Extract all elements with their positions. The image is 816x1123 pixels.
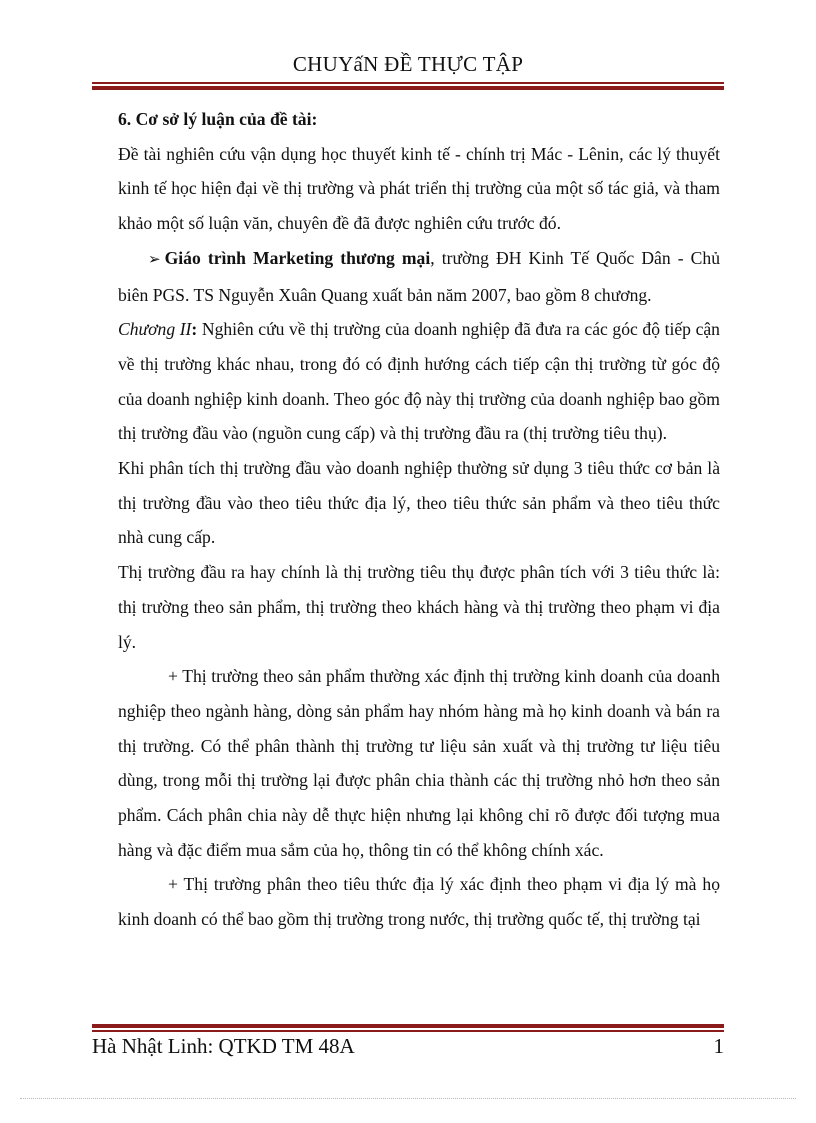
paragraph-by-geography: + Thị trường phân theo tiêu thức địa lý xác định theo phạm vi địa lý mà họ kinh doanh có thể bao gồm thị trường trong nước, thị trường quốc tế, thị trường tại [118, 874, 720, 930]
chapter-label: Chương II [118, 319, 192, 340]
paragraph-intro [118, 137, 720, 241]
paragraph-intro-text: Đề tài nghiên cứu vận dụng học thuyết kinh tế - chính trị Mác - Lênin, các lý thuyết kinh tế học hiện đại về thị trường và phát triển thị trường của một số tác giả, và tham khảo một số luận văn, chuyên đề đã được nghiên cứu trước đó. [118, 143, 720, 234]
arrow-bullet-icon: ➢ [148, 251, 161, 268]
page-bottom-dotted-line [20, 1098, 796, 1099]
footer-rule-thin [92, 1030, 724, 1032]
chapter-text: Nghiên cứu về thị trường của doanh nghiệp đã đưa ra các góc độ tiếp cận về thị trường khác nhau, trong đó có định hướng cách tiếp cận thị trường từ góc độ của doanh nghiệp kinh doanh. Theo góc độ này thị trường của doanh nghiệp bao gồm thị trường đầu vào (nguồn cung cấp) và thị trường đầu ra (thị trường tiêu thụ). [118, 319, 720, 444]
section-heading: 6. Cơ sở lý luận của đề tài: [118, 109, 318, 129]
bullet-paragraph [118, 241, 720, 312]
page-footer [92, 1034, 724, 1059]
footer-rule [92, 1024, 724, 1032]
footer-rule-thick [92, 1024, 724, 1028]
header-rule [92, 82, 724, 90]
bullet-bold-title: Giáo trình Marketing thương mại [164, 247, 431, 268]
header-rule-thin [92, 82, 724, 84]
paragraph-output-market: Thị trường đầu ra hay chính là thị trường tiêu thụ được phân tích với 3 tiêu thức là: thị trường theo sản phẩm, thị trường theo khách hàng và thị trường theo phạm vi địa lý. [118, 562, 720, 652]
chapter-colon: : [191, 319, 198, 340]
bullet-text: , trường ĐH Kinh Tế Quốc Dân - Chủ biên PGS. TS Nguyễn Xuân Quang xuất bản năm 2007, bao gồm 8 chương. [118, 247, 721, 305]
document-body [118, 102, 720, 937]
footer-author: Hà Nhật Linh: QTKD TM 48A [92, 1034, 355, 1058]
page-header-title: CHUYấN ĐỀ THỰC TẬP [292, 52, 524, 76]
paragraph-chapter [118, 312, 720, 451]
paragraph-input-market: Khi phân tích thị trường đầu vào doanh nghiệp thường sử dụng 3 tiêu thức cơ bản là thị trường đầu vào theo tiêu thức địa lý, theo tiêu thức sản phẩm và theo tiêu thức nhà cung cấp. [118, 458, 720, 548]
header-rule-thick [92, 86, 724, 90]
page-number: 1 [713, 1034, 724, 1058]
paragraph-by-product: + Thị trường theo sản phẩm thường xác định thị trường kinh doanh của doanh nghiệp theo ngành hàng, dòng sản phẩm hay nhóm hàng mà họ kinh doanh và bán ra thị trường. Có thể phân thành thị trường tư liệu sản xuất và thị trường tư liệu tiêu dùng, trong mỗi thị trường lại được phân chia thành các thị trường nhỏ hơn theo sản phẩm. Cách phân chia này dễ thực hiện nhưng lại không chỉ rõ được đối tượng mua hàng và đặc điểm mua sắm của họ, thông tin có thể không chính xác. [118, 666, 720, 860]
